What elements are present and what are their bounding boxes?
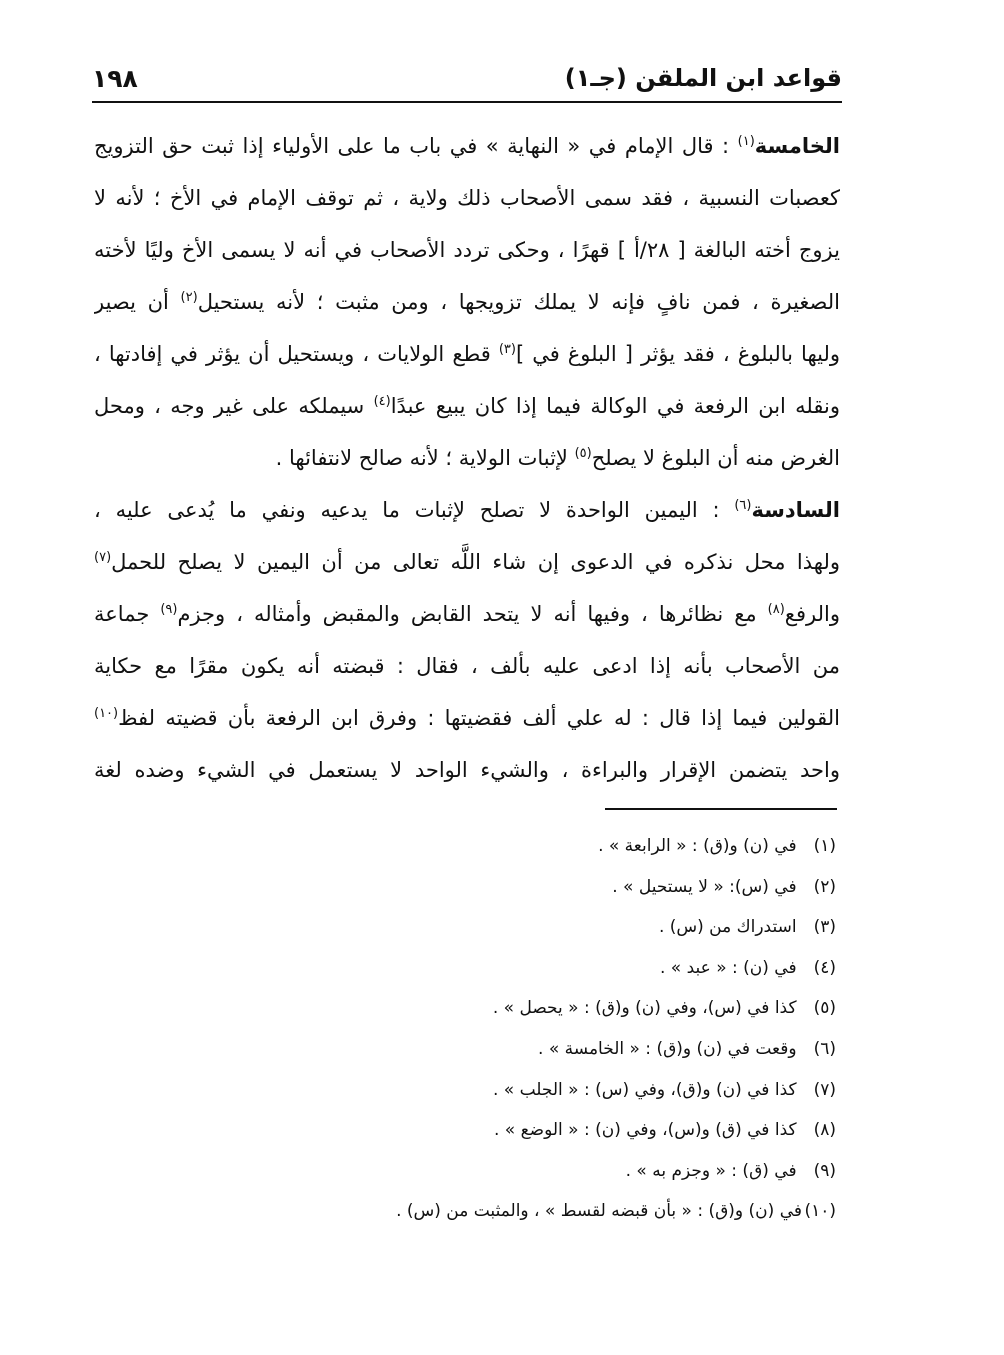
footnote-ref: (٧) — [94, 550, 112, 565]
text-line: كعصبات النسبية ، فقد سمى الأصحاب ذلك ولاية ، ثم توقف الإمام في الأخ ؛ لأنه لا — [94, 186, 840, 210]
text-line: القولين فيما إذا قال : له علي ألف فقضيتها : وفرق ابن الرفعة بأن قضيته لفظ$^{(١٠)}$ — [94, 706, 840, 730]
footnote-ref: (٨) — [767, 602, 785, 617]
text-line: الخامسة$^{(١)}$ : قال الإمام في « النهاية » في باب ما على الأولياء إذا ثبت حق التزويج — [94, 134, 840, 158]
footnote-ref: (٩) — [160, 602, 178, 617]
footnote-ref: (٥) — [574, 446, 592, 461]
footnote: (٨) كذا في (ق) و(س)، وفي (ن) : « الوضع » . — [493, 1120, 836, 1141]
text-line: الصغيرة ، فمن نافٍ فإنه لا يملك تزويجها ، ومن مثبت ؛ لأنه يستحيل$^{(٢)}$ أن يصير — [94, 290, 840, 314]
text-line: من الأصحاب بأنه إذا ادعى عليه بألف ، فقال : قبضته أنه يكون مقرًا مع حكاية — [94, 654, 840, 678]
footnote: (٩) في (ق) : « وجزم به » . — [625, 1160, 836, 1181]
footnote: (٥) كذا في (س)، وفي (ن) و(ق) : « يحصل » . — [492, 998, 836, 1019]
page-header — [92, 58, 842, 98]
section-lead: السادسة — [751, 498, 840, 522]
footnote-ref: (١) — [737, 134, 755, 149]
text-line: واحد يتضمن الإقرار والبراءة ، والشيء الواحد لا يستعمل في الشيء وضده لغة — [94, 758, 840, 782]
running-title: قواعد ابن الملقن (جـ١) — [564, 64, 842, 92]
footnote-ref: (٣) — [498, 342, 516, 357]
text-line: الغرض منه أن البلوغ لا يصلح$^{(٥)}$ لإثبات الولاية ؛ لأنه صالح لانتفائها . — [275, 446, 840, 470]
footnote: (٣) استدراك من (س) . — [658, 917, 836, 938]
footnote: (١) في (ن) و(ق) : « الرابعة » . — [598, 836, 836, 856]
text-line: وليها بالبلوغ ، فقد يؤثر [ البلوغ في ]$^{(٣)}$ قطع الولايات ، ويستحيل أن يؤثر في إفادتها ، — [94, 342, 840, 366]
footnote-divider — [605, 808, 837, 810]
footnote: (٧) كذا في (ن) و(ق)، وفي (س) : « الجلب » . — [492, 1079, 836, 1100]
footnote: (١٠)في (ن) و(ق) : « بأن قبضه لقسط » ، والمثبت من (س) . — [396, 1201, 836, 1222]
main-text — [94, 120, 840, 796]
header-divider — [92, 101, 842, 103]
footnote-ref: (٢) — [180, 290, 198, 305]
footnote-ref: (٦) — [734, 498, 752, 513]
text-line: ولهذا محل نذكره في الدعوى إن شاء اللَّه تعالى من أن اليمين لا يصلح للحمل$^{(٧)}$ — [94, 550, 840, 574]
page-number: ١٩٨ — [92, 63, 138, 93]
footnote-ref: (١٠) — [94, 706, 119, 721]
text-line: يزوج أخته البالغة [ ٢٨/أ ] قهرًا ، وحكى تردد الأصحاب في أنه لا يسمى الأخ وليًا لأخته — [94, 238, 840, 262]
footnotes — [94, 826, 836, 1232]
text-line: ونقله ابن الرفعة في الوكالة فيما إذا كان يبيع عبدًا$^{(٤)}$ سيملكه على غير وجه ، ومحل — [94, 394, 840, 418]
footnote: (٦) وقعت في (ن) و(ق) : « الخامسة » . — [538, 1038, 836, 1059]
section-lead: الخامسة — [754, 134, 840, 158]
text-line: والرفع$^{(٨)}$ مع نظائرها ، وفيها أنه لا يتحد القابض والمقبض وأمثاله ، وجزم$^{(٩)}$ جماعة — [94, 602, 840, 626]
text-line: السادسة$^{(٦)}$ : اليمين الواحدة لا تصلح لإثبات ما يدعيه ونفي ما يُدعى عليه ، — [94, 498, 840, 522]
footnote-ref: (٤) — [373, 394, 391, 409]
footnote: (٤) في (ن) : « عبد » . — [659, 957, 836, 978]
footnote: (٢) في (س): « لا يستحيل » . — [612, 876, 836, 897]
